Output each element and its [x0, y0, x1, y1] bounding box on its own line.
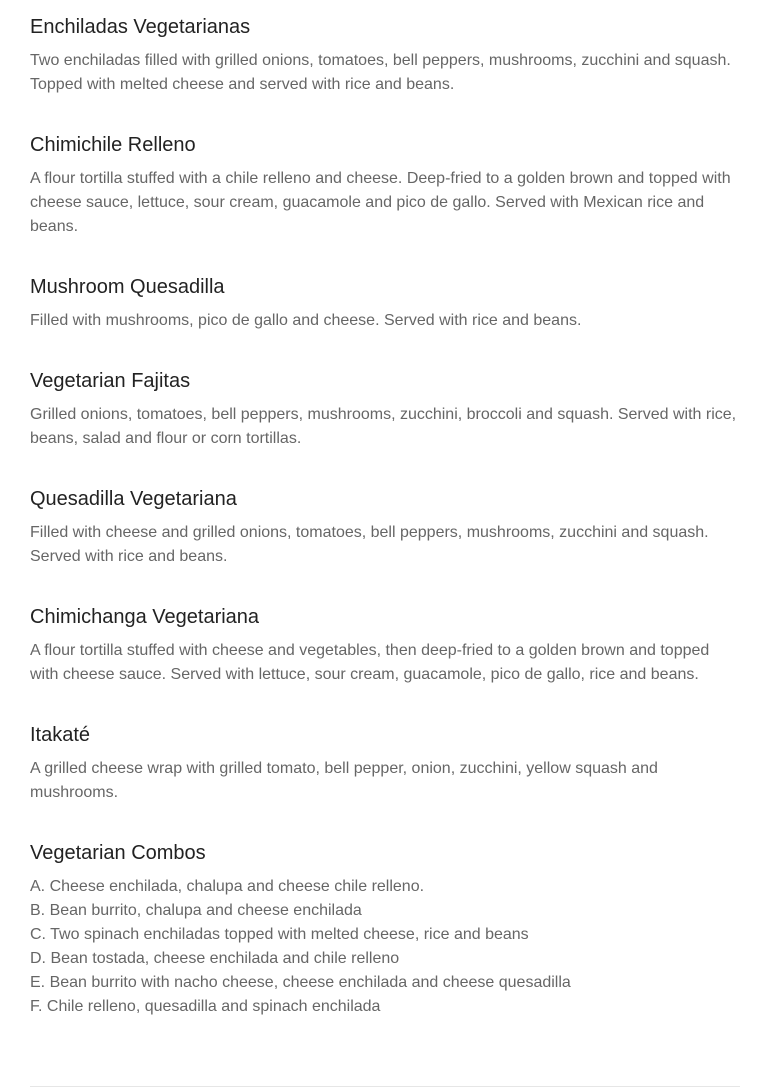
menu-item-title: Vegetarian Fajitas	[30, 370, 191, 392]
combo-options-list	[30, 875, 742, 1019]
menu-item-vegetarian-fajitas	[30, 368, 742, 451]
menu-item-title: Chimichile Relleno	[30, 134, 196, 156]
menu-item-title: Vegetarian Combos	[30, 842, 206, 864]
menu-item-chimichanga-vegetariana	[30, 604, 742, 687]
menu-item-description: Filled with cheese and grilled onions, tomatoes, bell peppers, mushrooms, zucchini and squash. Served with rice and beans.	[30, 524, 709, 565]
menu-item-description: Grilled onions, tomatoes, bell peppers, mushrooms, zucchini, broccoli and squash. Served with rice, beans, salad and flour or corn tortillas.	[30, 406, 737, 447]
menu-item-description: A grilled cheese wrap with grilled tomato, bell pepper, onion, zucchini, yellow squash and mushrooms.	[30, 760, 658, 801]
menu-item-description: Two enchiladas filled with grilled onions, tomatoes, bell peppers, mushrooms, zucchini and squash. Topped with melted cheese and served with rice and beans.	[30, 52, 731, 93]
menu-item-title: Chimichanga Vegetariana	[30, 606, 260, 628]
combo-option: A. Cheese enchilada, chalupa and cheese chile relleno.	[30, 878, 425, 895]
menu-item-title: Mushroom Quesadilla	[30, 276, 225, 298]
menu-item-title: Enchiladas Vegetarianas	[30, 16, 251, 38]
menu-list	[30, 14, 742, 1054]
combo-option: F. Chile relleno, quesadilla and spinach enchilada	[30, 998, 381, 1015]
menu-item-mushroom-quesadilla	[30, 274, 742, 333]
menu-item-description: A flour tortilla stuffed with cheese and vegetables, then deep-fried to a golden brown and topped with cheese sauce. Served with lettuce, sour cream, guacamole, pico de gallo, rice and beans.	[30, 642, 710, 683]
menu-item-itakate	[30, 722, 742, 805]
combo-option: B. Bean burrito, chalupa and cheese enchilada	[30, 902, 362, 919]
menu-item-description: A flour tortilla stuffed with a chile relleno and cheese. Deep-fried to a golden brown and topped with cheese sauce, lettuce, sour cream, guacamole and pico de gallo. Served with Mexican rice and beans.	[30, 170, 731, 235]
section-divider	[30, 1086, 740, 1087]
menu-item-enchiladas-vegetarianas	[30, 14, 742, 97]
combo-option: D. Bean tostada, cheese enchilada and chile relleno	[30, 950, 400, 967]
menu-item-vegetarian-combos	[30, 840, 742, 1019]
combo-option: C. Two spinach enchiladas topped with melted cheese, rice and beans	[30, 926, 529, 943]
menu-item-title: Quesadilla Vegetariana	[30, 488, 237, 510]
menu-item-title: Itakaté	[30, 724, 91, 746]
menu-item-quesadilla-vegetariana	[30, 486, 742, 569]
combo-option: E. Bean burrito with nacho cheese, cheese enchilada and cheese quesadilla	[30, 974, 571, 991]
menu-item-chimichile-relleno	[30, 132, 742, 239]
menu-item-description: Filled with mushrooms, pico de gallo and cheese. Served with rice and beans.	[30, 312, 582, 329]
